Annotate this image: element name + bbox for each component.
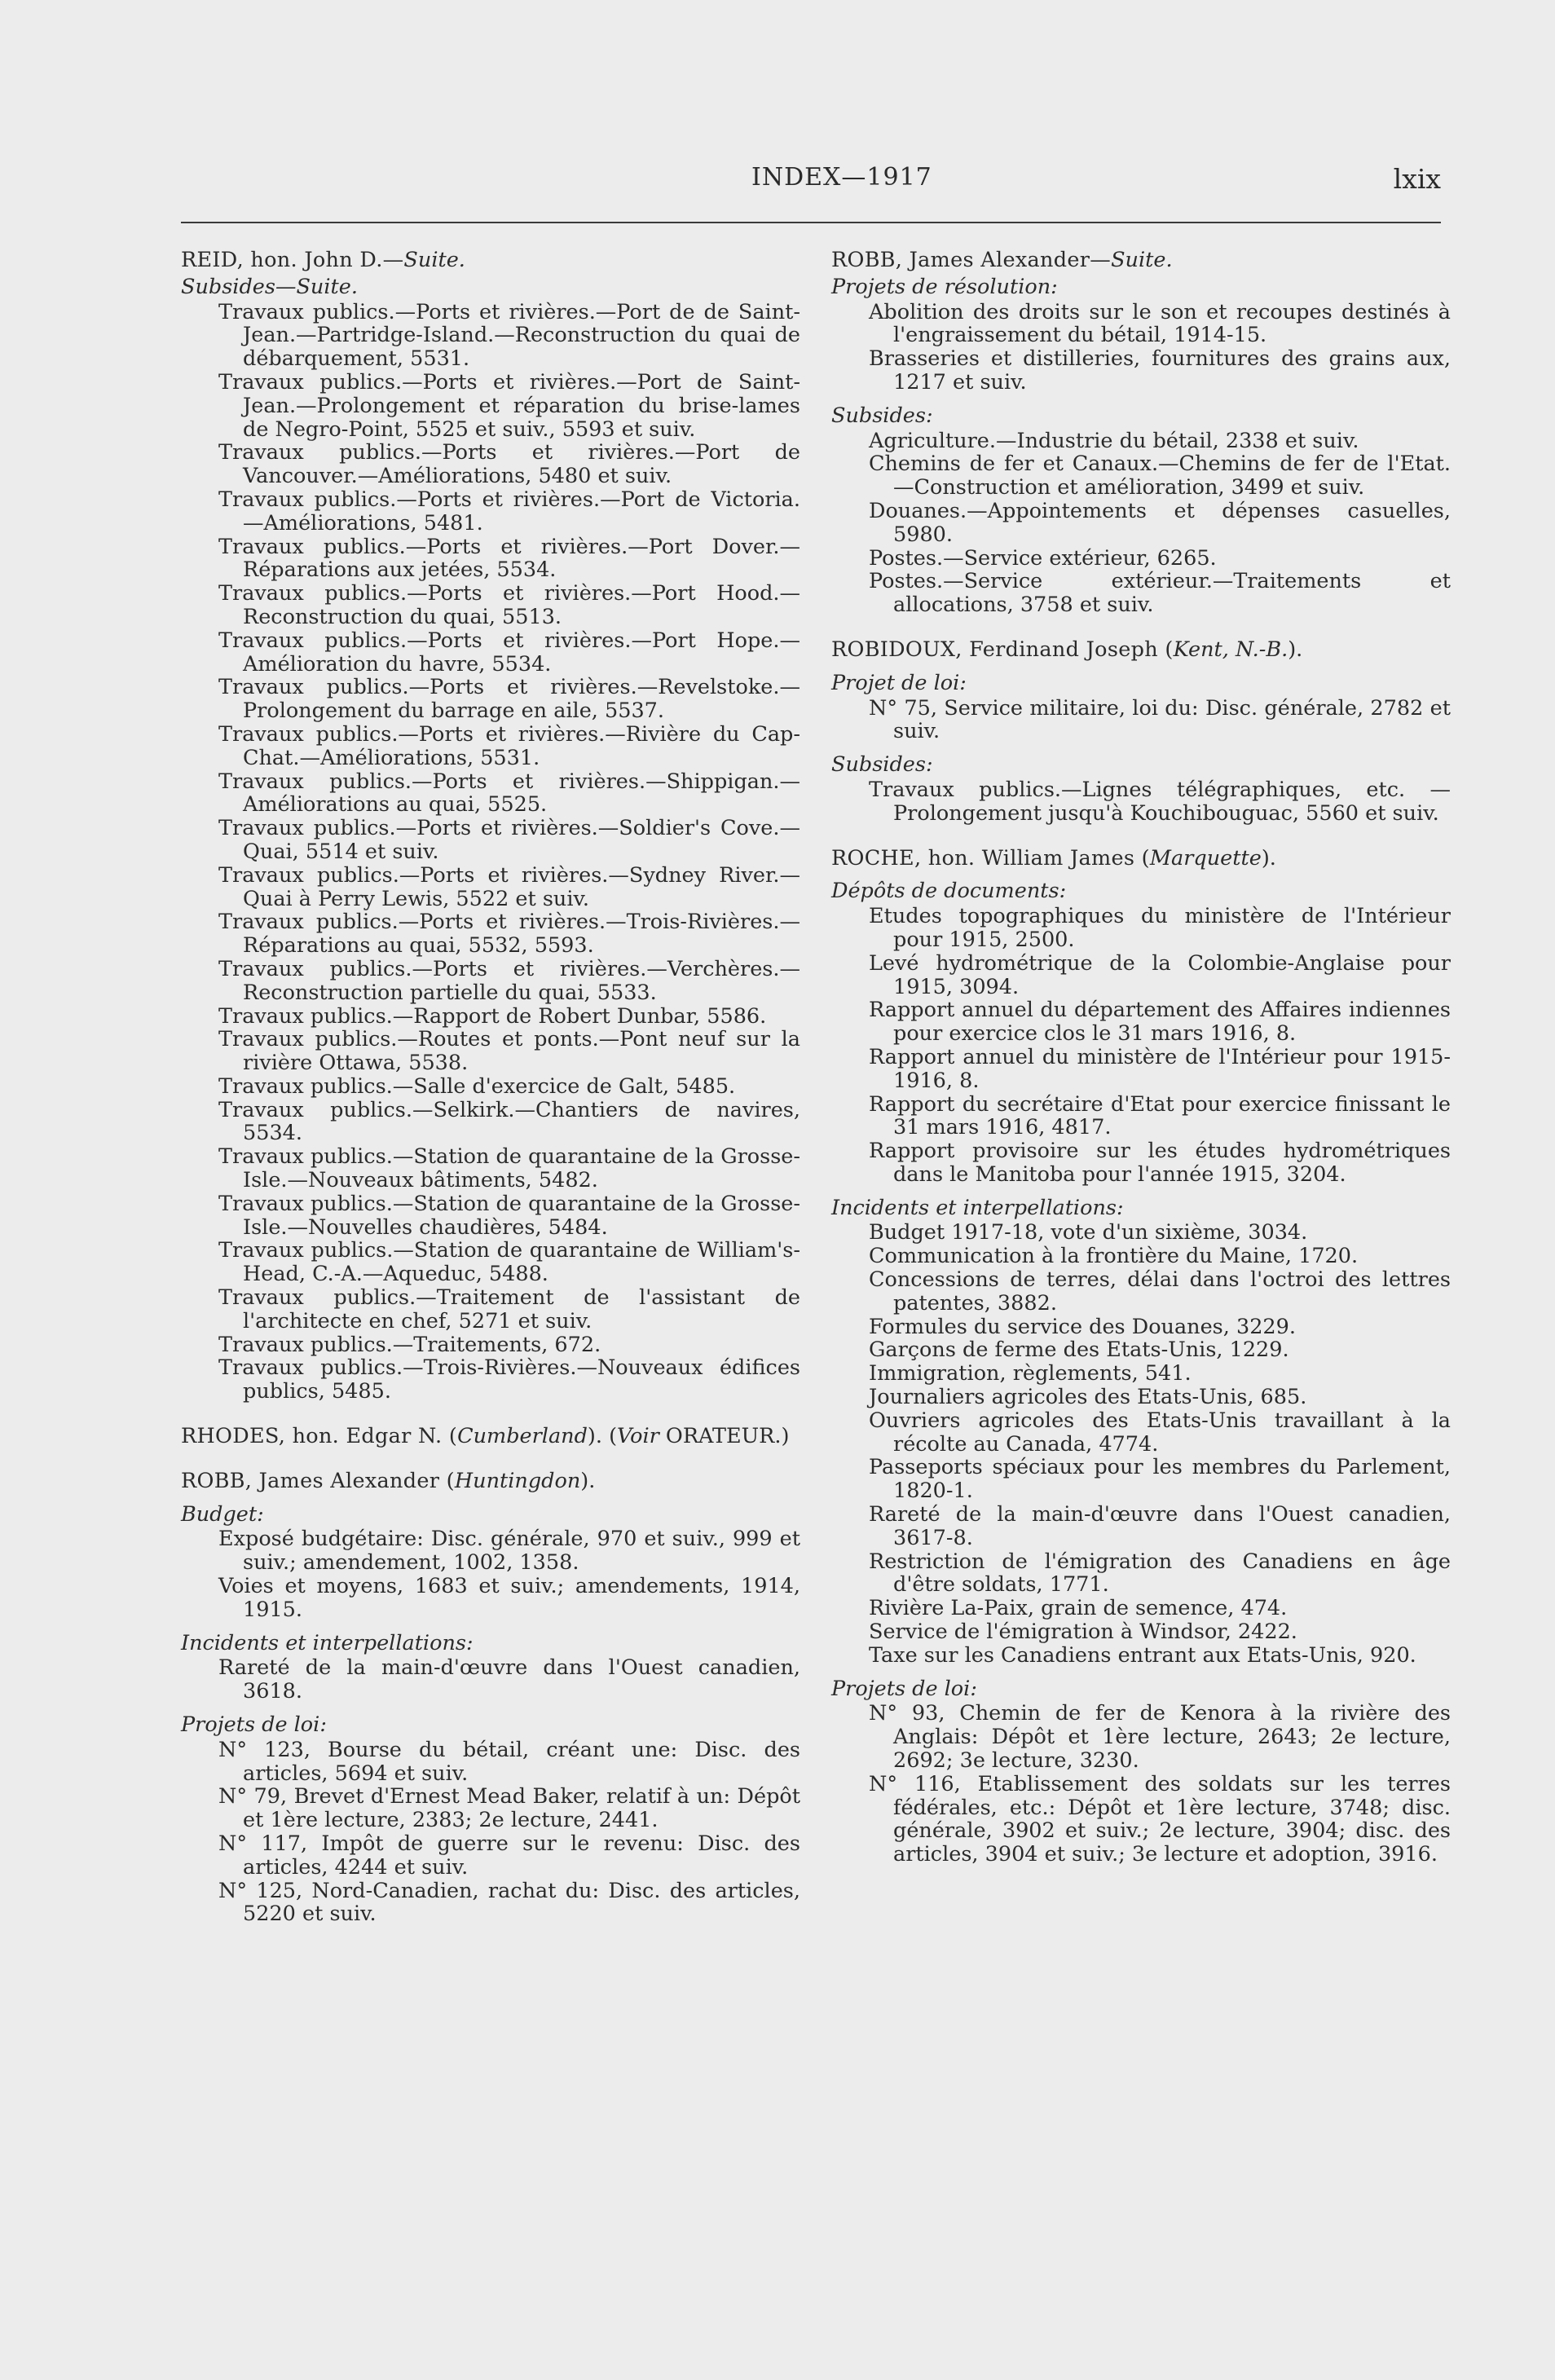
list-item: Taxe sur les Canadiens entrant aux Etats-Unis, 920. [869,1642,1416,1668]
list-item: Levé hydrométrique de la Colombie-Anglaise pour 1915, 3094. [869,950,1451,999]
running-head [181,156,1441,197]
entry-robb: ROBB, James Alexander (Huntingdon). [181,1468,596,1493]
list-item: Agriculture.—Industrie du bétail, 2338 et suiv. [869,428,1359,453]
list-item: Brasseries et distilleries, fournitures des grains aux, 1217 et suiv. [869,346,1451,394]
list-item: Passeports spéciaux pour les membres du Parlement, 1820-1. [869,1455,1451,1504]
list-item: Travaux publics.—Ports et rivières.—Port Hood.—Reconstruction du quai, 5513. [218,581,800,629]
list-item: N° 75, Service militaire, loi du: Disc. générale, 2782 et suiv. [869,695,1451,744]
list-item: Travaux publics.—Ports et rivières.—Rivière du Cap-Chat.—Améliorations, 5531. [218,721,800,770]
list-item: Rivière La-Paix, grain de semence, 474. [869,1596,1288,1621]
subheading: Incidents et interpellations: [181,1630,474,1655]
list-item: Rareté de la main-d'œuvre dans l'Ouest canadien, 3618. [218,1655,800,1704]
list-item: Travaux publics.—Lignes télégraphiques, etc. — Prolongement jusqu'à Kouchibouguac, 5560 et suiv. [869,777,1451,826]
subheading: Incidents et interpellations: [831,1195,1124,1220]
subheading: Budget: [181,1501,264,1527]
page-title: INDEX—1917 [751,163,932,192]
right-column [831,249,1451,1867]
entry-rhodes: RHODES, hon. Edgar N. (Cumberland). (Voir ORATEUR.) [181,1424,790,1449]
list-item: Travaux publics.—Routes et ponts.—Pont neuf sur la rivière Ottawa, 5538. [218,1027,800,1076]
list [831,778,1451,826]
list-item: Immigration, règlements, 541. [869,1361,1192,1386]
list-item: Restriction de l'émigration des Canadiens en âge d'être soldats, 1771. [869,1549,1451,1598]
list-item: Travaux publics.—Station de quarantaine de la Grosse-Isle.—Nouveaux bâtiments, 5482. [218,1144,800,1193]
list [181,1739,800,1926]
list-item: Travaux publics.—Traitements, 672. [218,1332,601,1357]
list-item: Travaux publics.—Ports et rivières.—Sydney River.—Quai à Perry Lewis, 5522 et suiv. [218,862,800,911]
header-rule [181,222,1441,223]
list [181,1656,800,1703]
list-item: Travaux publics.—Ports et rivières.—Port Dover.—Réparations aux jetées, 5534. [218,534,800,583]
list-item: Travaux publics.—Station de quarantaine de William's-Head, C.-A.—Aqueduc, 5488. [218,1238,800,1287]
list [831,905,1451,1187]
list-item: Travaux publics.—Ports et rivières.—Shippigan.—Améliorations au quai, 5525. [218,769,800,818]
list-item: Rapport provisoire sur les études hydrométriques dans le Manitoba pour l'année 1915, 3204. [869,1139,1451,1187]
list-item: Douanes.—Appointements et dépenses casuelles, 5980. [869,498,1451,547]
list-item: Rapport annuel du ministère de l'Intérieur pour 1915-1916, 8. [869,1044,1451,1093]
list [831,697,1451,744]
list-item: Travaux publics.—Ports et rivières.—Port de Victoria.—Améliorations, 5481. [218,487,800,536]
list [831,1702,1451,1867]
subheading: Projets de loi: [831,1676,977,1701]
list-item: Travaux publics.—Ports et rivières.—Port de Vancouver.—Améliorations, 5480 et suiv. [218,440,800,489]
subheading: Dépôts de documents: [831,879,1067,904]
list-item: Exposé budgétaire: Disc. générale, 970 et suiv., 999 et suiv.; amendement, 1002, 1358. [218,1527,800,1576]
list [181,1527,800,1621]
subheading: Subsides: [831,403,933,428]
entry-roche: ROCHE, hon. William James (Marquette). [831,845,1276,870]
list-item: Concessions de terres, délai dans l'octroi des lettres patentes, 3882. [869,1267,1451,1316]
list-item: Travaux publics.—Selkirk.—Chantiers de navires, 5534. [218,1097,800,1146]
subheading: Projets de résolution: [831,274,1058,299]
list-item: Postes.—Service extérieur, 6265. [869,545,1217,571]
left-column [181,249,800,1926]
list-item: N° 116, Etablissement des soldats sur les terres fédérales, etc.: Dépôt et 1ère lecture, 3748; disc. générale, 3902 et suiv.; 2e lecture, 3904; disc. des articles, 3904 et suiv.; 3e lecture et adoption, 3916. [869,1771,1451,1867]
list-item: Travaux publics.—Station de quarantaine de la Grosse-Isle.—Nouvelles chaudières, 5484. [218,1191,800,1240]
list-item: Travaux publics.—Ports et rivières.—Soldier's Cove.—Quai, 5514 et suiv. [218,816,800,864]
list-item: Rapport du secrétaire d'Etat pour exercice finissant le 31 mars 1916, 4817. [869,1091,1451,1140]
list-item: Rareté de la main-d'œuvre dans l'Ouest canadien, 3617-8. [869,1502,1451,1550]
list-item: Ouvriers agricoles des Etats-Unis travaillant à la récolte au Canada, 4774. [869,1408,1451,1457]
subheading: Subsides—Suite. [181,274,358,299]
list-item: N° 79, Brevet d'Ernest Mead Baker, relatif à un: Dépôt et 1ère lecture, 2383; 2e lecture, 2441. [218,1784,800,1833]
entry-robb-suite: ROBB, James Alexander—Suite. [831,248,1173,272]
list [181,301,800,1404]
list-item: Travaux publics.—Rapport de Robert Dunbar, 5586. [218,1003,767,1029]
list-item: Travaux publics.—Ports et rivières.—Port de Saint-Jean.—Prolongement et réparation du brise-lames de Negro-Point, 5525 et suiv., 5593 et suiv. [218,369,800,442]
list-item: Abolition des droits sur le son et recoupes destinés à l'engraissement du bétail, 1914-15. [869,299,1451,348]
list [831,430,1451,617]
list-item: N° 123, Bourse du bétail, créant une: Disc. des articles, 5694 et suiv. [218,1737,800,1786]
list-item: Chemins de fer et Canaux.—Chemins de fer de l'Etat.—Construction et amélioration, 3499 et suiv. [869,452,1451,500]
subheading: Projet de loi: [831,670,967,695]
subheading: Projets de loi: [181,1712,327,1738]
list-item: N° 125, Nord-Canadien, rachat du: Disc. des articles, 5220 et suiv. [218,1878,800,1927]
list-item: Formules du service des Douanes, 3229. [869,1314,1296,1339]
list-item: Travaux publics.—Ports et rivières.—Port de de Saint-Jean.—Partridge-Island.—Reconstruction du quai de débarquement, 5531. [218,299,800,372]
list-item: Voies et moyens, 1683 et suiv.; amendements, 1914, 1915. [218,1574,800,1622]
list-item: N° 93, Chemin de fer de Kenora à la rivière des Anglais: Dépôt et 1ère lecture, 2643; 2e lecture, 2692; 3e lecture, 3230. [869,1701,1451,1774]
entry-reid: REID, hon. John D.—Suite. [181,248,465,272]
list-item: Journaliers agricoles des Etats-Unis, 685. [869,1385,1307,1410]
list-item: Travaux publics.—Ports et rivières.—Port Hope.—Amélioration du havre, 5534. [218,628,800,677]
list-item: Travaux publics.—Trois-Rivières.—Nouveaux édifices publics, 5485. [218,1355,800,1404]
list-item: Travaux publics.—Ports et rivières.—Verchères.—Reconstruction partielle du quai, 5533. [218,956,800,1005]
list-item: Budget 1917-18, vote d'un sixième, 3034. [869,1220,1308,1245]
page-number: lxix [1393,163,1441,195]
list-item: Travaux publics.—Ports et rivières.—Trois-Rivières.—Réparations au quai, 5532, 5593. [218,910,800,959]
subheading: Subsides: [831,752,933,778]
list-item: Travaux publics.—Salle d'exercice de Galt, 5485. [218,1073,736,1099]
list-item: Travaux publics.—Traitement de l'assistant de l'architecte en chef, 5271 et suiv. [218,1285,800,1333]
list-item: Travaux publics.—Ports et rivières.—Revelstoke.—Prolongement du barrage en aile, 5537. [218,675,800,724]
entry-robidoux: ROBIDOUX, Ferdinand Joseph (Kent, N.-B.). [831,637,1303,662]
list [831,1221,1451,1667]
list-item: N° 117, Impôt de guerre sur le revenu: Disc. des articles, 4244 et suiv. [218,1831,800,1880]
list-item: Communication à la frontière du Maine, 1720. [869,1244,1359,1269]
list-item: Postes.—Service extérieur.—Traitements et allocations, 3758 et suiv. [869,569,1451,618]
list-item: Garçons de ferme des Etats-Unis, 1229. [869,1338,1289,1363]
list-item: Etudes topographiques du ministère de l'Intérieur pour 1915, 2500. [869,904,1451,952]
list [831,301,1451,394]
list-item: Rapport annuel du département des Affaires indiennes pour exercice clos le 31 mars 1916, 8. [869,998,1451,1047]
list-item: Service de l'émigration à Windsor, 2422. [869,1620,1297,1645]
